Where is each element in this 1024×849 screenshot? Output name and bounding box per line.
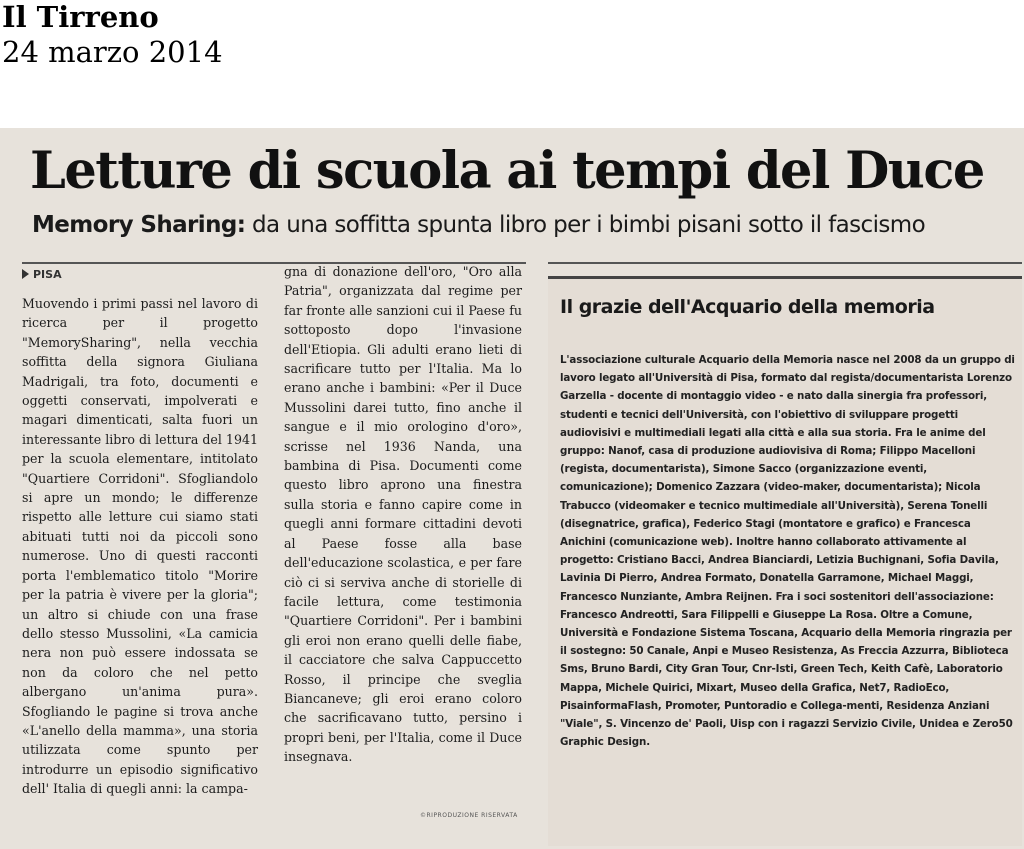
kicker-arrow-icon — [22, 269, 29, 279]
publication-date: 24 marzo 2014 — [2, 35, 223, 69]
article-column-1: Muovendo i primi passi nel lavoro di ricerca per il progetto "MemorySharing", nella vecchia soffitta della signora Giuliana Madrigali, tra foto, documenti e oggetti conservati, impolverati e magari dimenticati, salta fuori un interessante libro di lettura del 1941 per la scuola elementare, intitolato "Quartiere Corridoni". Sfogliandolo si apre un mondo; le differenze rispetto alle letture cui siamo stati abituati tutti noi da piccoli sono numerose. Uno di questi racconti porta l'emblematico titolo "Morire per la patria è vivere per la gloria"; un altro si chiude con una frase dello stesso Mussolini, «La camicia nera non può essere indossata se non da coloro che nel petto albergano un'anima pura». Sfogliando le pagine si trova anche «L'anello della mamma», una storia utilizzata come spunto per introdurre un episodio significativo dell' Italia di quegli anni: la campa- — [22, 296, 258, 797]
newspaper-clipping — [0, 128, 1024, 849]
kicker-label: PISA — [33, 268, 62, 281]
top-rule-right — [548, 262, 1022, 264]
sidebar-text: L'associazione culturale Acquario della Memoria nasce nel 2008 da un gruppo di lavoro legato all'Università di Pisa, formato dal regista/documentarista Lorenzo Garzella - docente di montaggio video - e nato dalla sinergia fra professori, studenti e tecnici dell'Università, con l'obiettivo di sviluppare progetti audiovisivi e multimediali legati alla città e alla sua storia. Fra le anime del gruppo: Nanof, casa di produzione audiovisiva di Roma; Filippo Macelloni (regista, documentarista), Simone Sacco (organizzazione eventi, comunicazione); Domenico Zazzara (video-maker, documentarista); Nicola Trabucco (videomaker e tecnico multimediale all'Università), Serena Tonelli (disegnatrice, grafica), Federico Stagi (montatore e grafico) e Francesca Anichini (comunicazione web). Inoltre hanno collaborato attivamente al progetto: Cristiano Bacci, Andrea Bianciardi, Letizia Buchignani, Sofia Davila, Lavinia Di Pierro, Andrea Formato, Donatella Garramone, Michael Maggi, Francesco Nunziante, Ambra Reijnen. Fra i soci sostenitori dell'associazione: Francesco Andreotti, Sara Filippelli e Giuseppe La Rosa. Oltre a Comune, Università e Fondazione Sistema Toscana, Acquario della Memoria ringrazia per il sostegno: 50 Canale, Anpi e Museo Resistenza, As Freccia Azzurra, Biblioteca Sms, Bruno Bardi, City Gran Tour, Cnr-Isti, Green Tech, Keith Cafè, Laboratorio Mappa, Michele Quirici, Mixart, Museo della Grafica, Net7, RadioEco, PisainformaFlash, Promoter, Puntoradio e Collega-menti, Residenza Anziani "Viale", S. Vincenzo de' Paoli, Uisp con i ragazzi Servizio Civile, Unidea e Zero50 Graphic Design. — [560, 354, 1015, 749]
copyright-credit: ©RIPRODUZIONE RISERVATA — [420, 812, 518, 819]
sidebar-title: Il grazie dell'Acquario della memoria — [560, 296, 935, 318]
subhead-rest: da una soffitta spunta libro per i bimbi pisani sotto il fascismo — [245, 212, 926, 238]
article-headline: Letture di scuola ai tempi del Duce — [30, 141, 984, 201]
sidebar-rule — [548, 276, 1022, 279]
article-column-2: gna di donazione dell'oro, "Oro alla Patria", organizzata dal regime per far fronte alle sanzioni cui il Paese fu sottoposto dopo l'invasione dell'Etiopia. Gli adulti erano lieti di sacrificare tutto per l'Italia. Ma lo erano anche i bambini: «Per il Duce Mussolini darei tutto, fino anche il sangue e il mio orologino d'oro», scrisse nel 1936 Nanda, una bambina di Pisa. Documenti come questo libro aprono una finestra sulla storia e fanno capire come in quegli anni formare cittadini devoti al Paese fosse alla base dell'educazione scolastica, e per fare ciò ci si serviva anche di storielle di facile lettura, come testimonia "Quartiere Corridoni". Per i bambini gli eroi non erano quelli delle fiabe, il cacciatore che salva Cappuccetto Rosso, il principe che sveglia Biancaneve; gli eroi erano coloro che sacrificavano tutto, persino i propri beni, per l'Italia, come il Duce insegnava. — [284, 264, 522, 765]
newspaper-name: Il Tirreno — [2, 0, 159, 34]
subhead-lead: Memory Sharing: — [32, 212, 246, 238]
article-subhead — [32, 210, 1022, 240]
section-kicker — [22, 268, 62, 281]
source-header — [2, 0, 402, 70]
